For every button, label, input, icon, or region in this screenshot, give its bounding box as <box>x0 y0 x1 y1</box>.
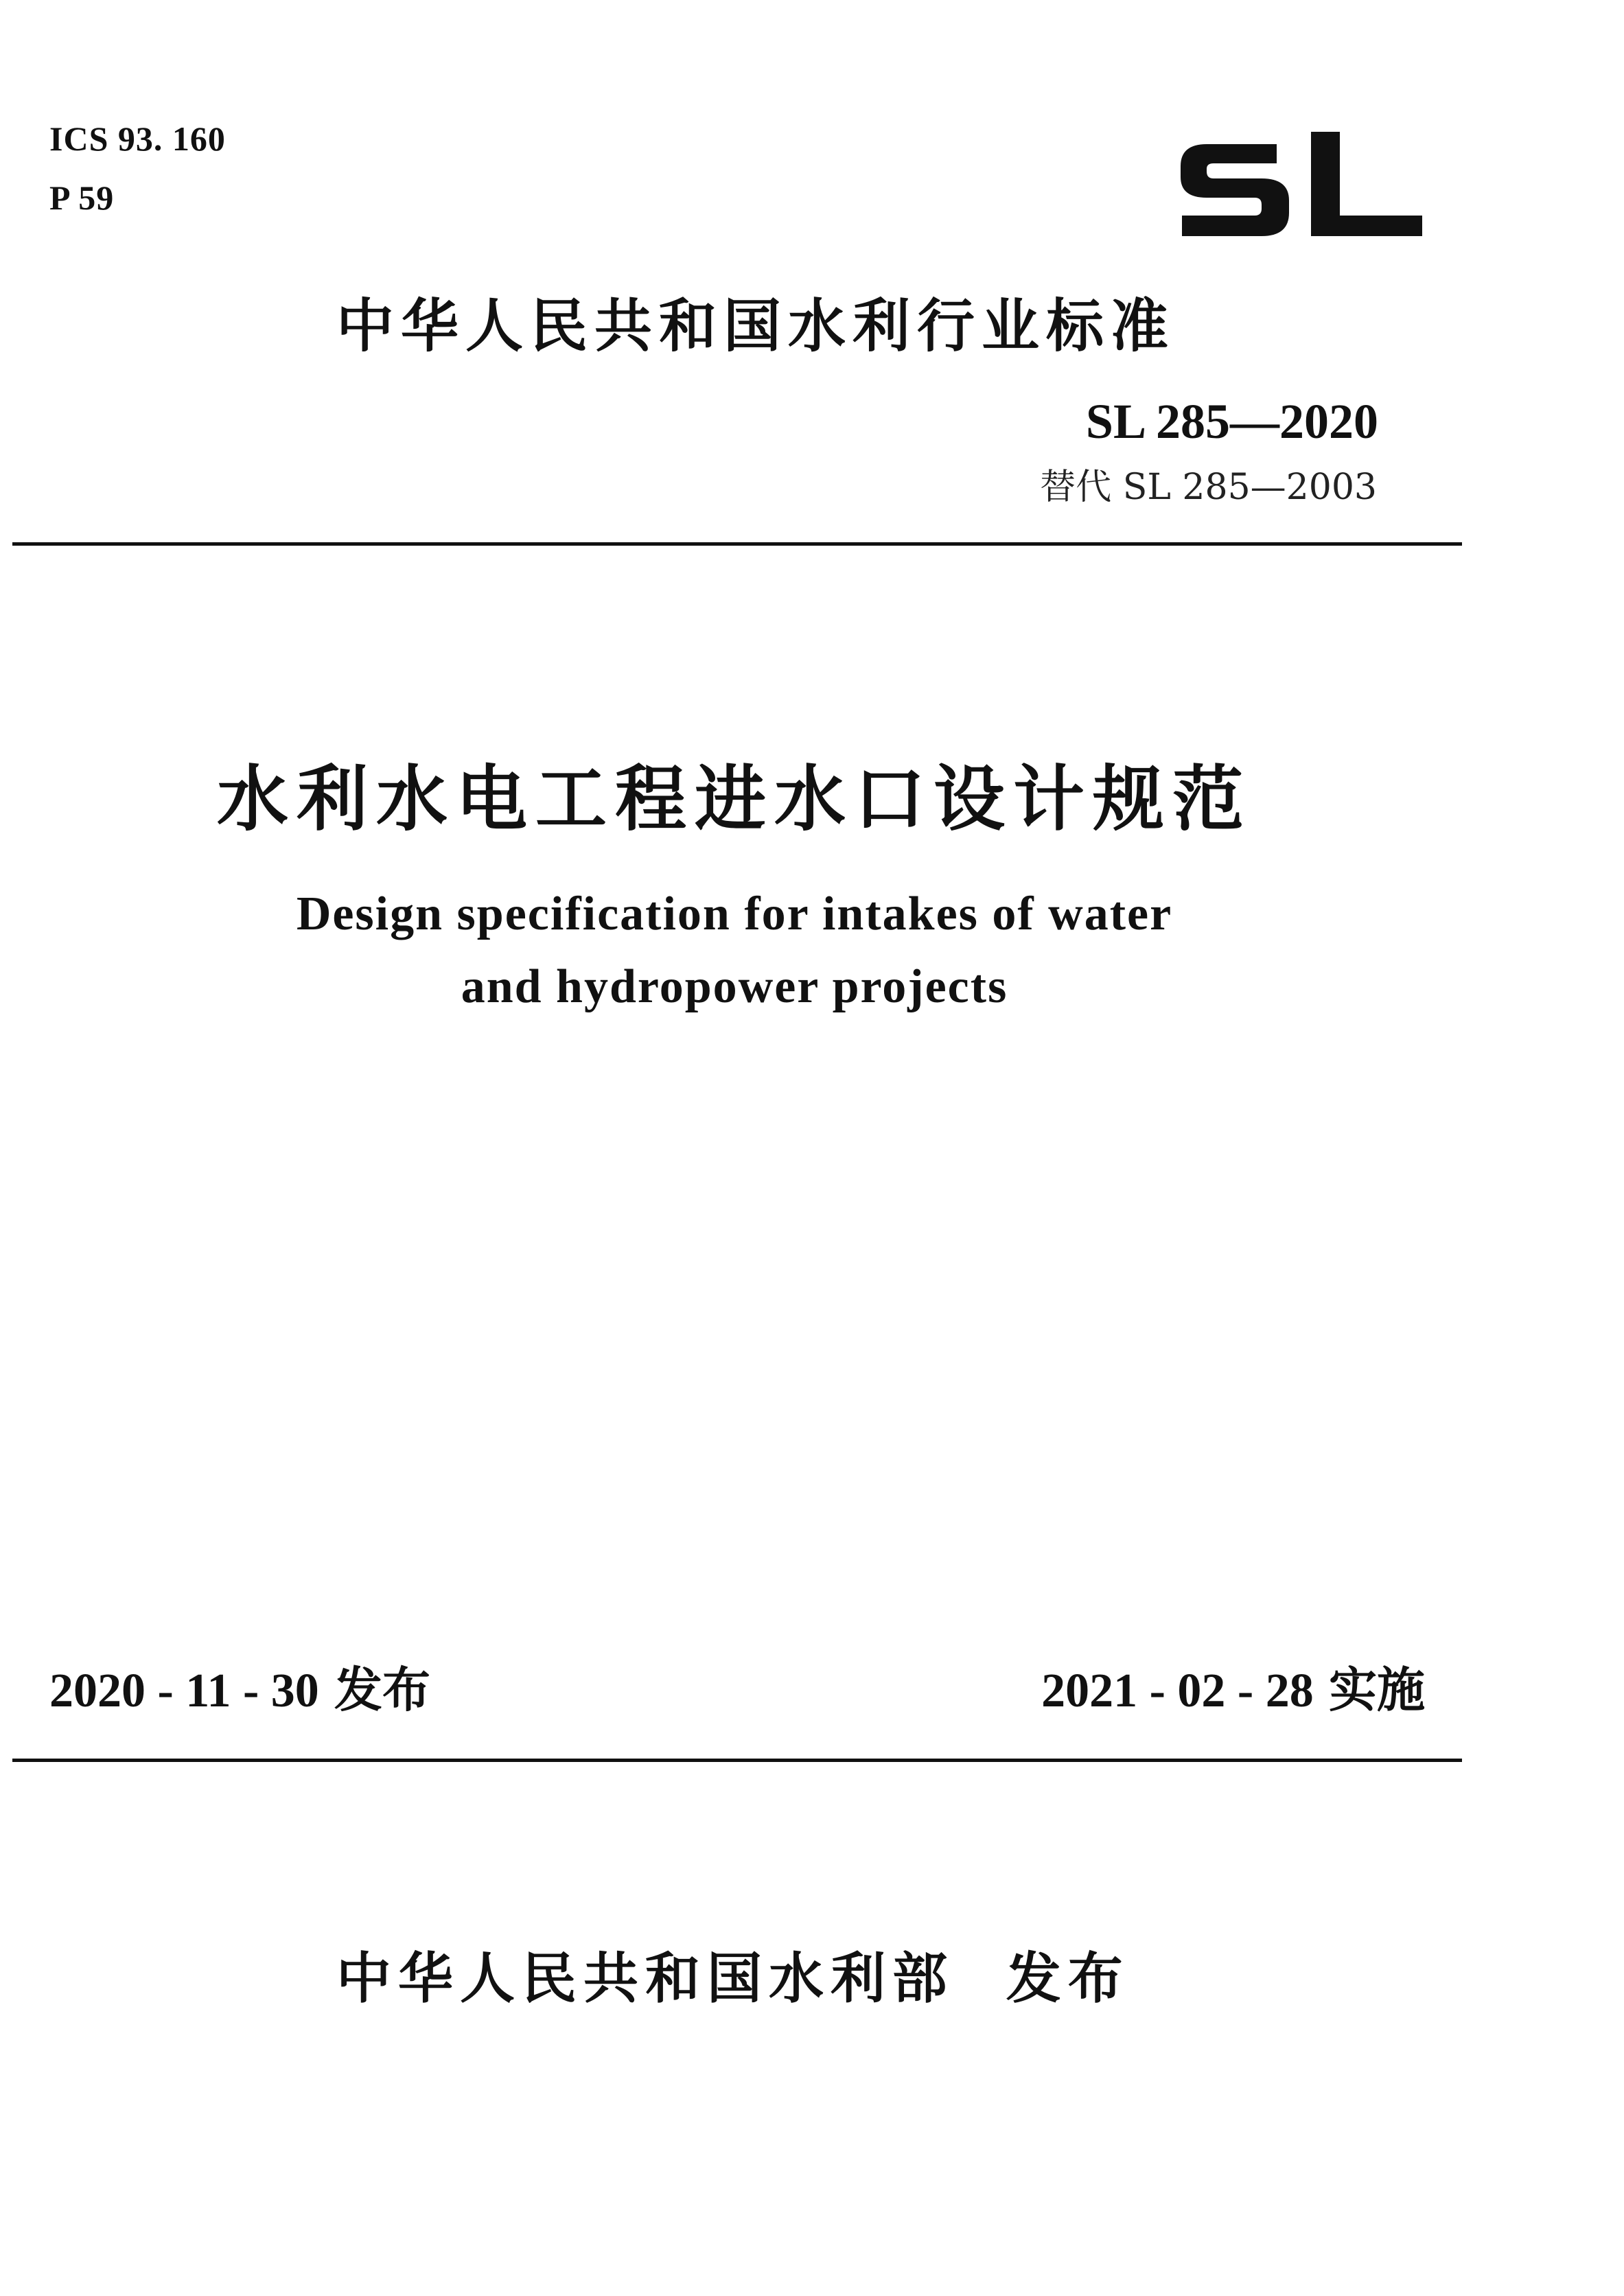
implementation-date-label: 实施 <box>1329 1662 1425 1718</box>
title-zh: 水利水电工程进水口设计规范 <box>216 757 1252 841</box>
implementation-date-value: 2021 - 02 - 28 <box>1041 1665 1314 1717</box>
publisher-action: 发布 <box>1006 1947 1130 2010</box>
publisher-name: 中华人民共和国水利部 <box>336 1947 954 2010</box>
implementation-date <box>1041 1661 1425 1720</box>
standard-number: SL 285—2020 <box>1085 394 1378 449</box>
bottom-divider <box>12 1759 1462 1762</box>
replaces-note: 替代 SL 285—2003 <box>1040 467 1377 508</box>
title-en-line-2: and hydropower projects <box>461 960 1008 1013</box>
ics-code: ICS 93. 160 <box>49 119 226 158</box>
ccs-code: P 59 <box>49 178 115 217</box>
issue-date <box>49 1661 430 1720</box>
issue-date-value: 2020 - 11 - 30 <box>49 1665 319 1717</box>
title-en-line-1: Design specification for intakes of water <box>296 888 1173 940</box>
standard-category: 中华人民共和国水利行业标准 <box>336 292 1176 360</box>
issue-date-label: 发布 <box>334 1662 431 1718</box>
top-divider <box>12 542 1462 546</box>
publisher <box>336 1946 1130 2012</box>
sl-logo <box>1174 124 1428 254</box>
